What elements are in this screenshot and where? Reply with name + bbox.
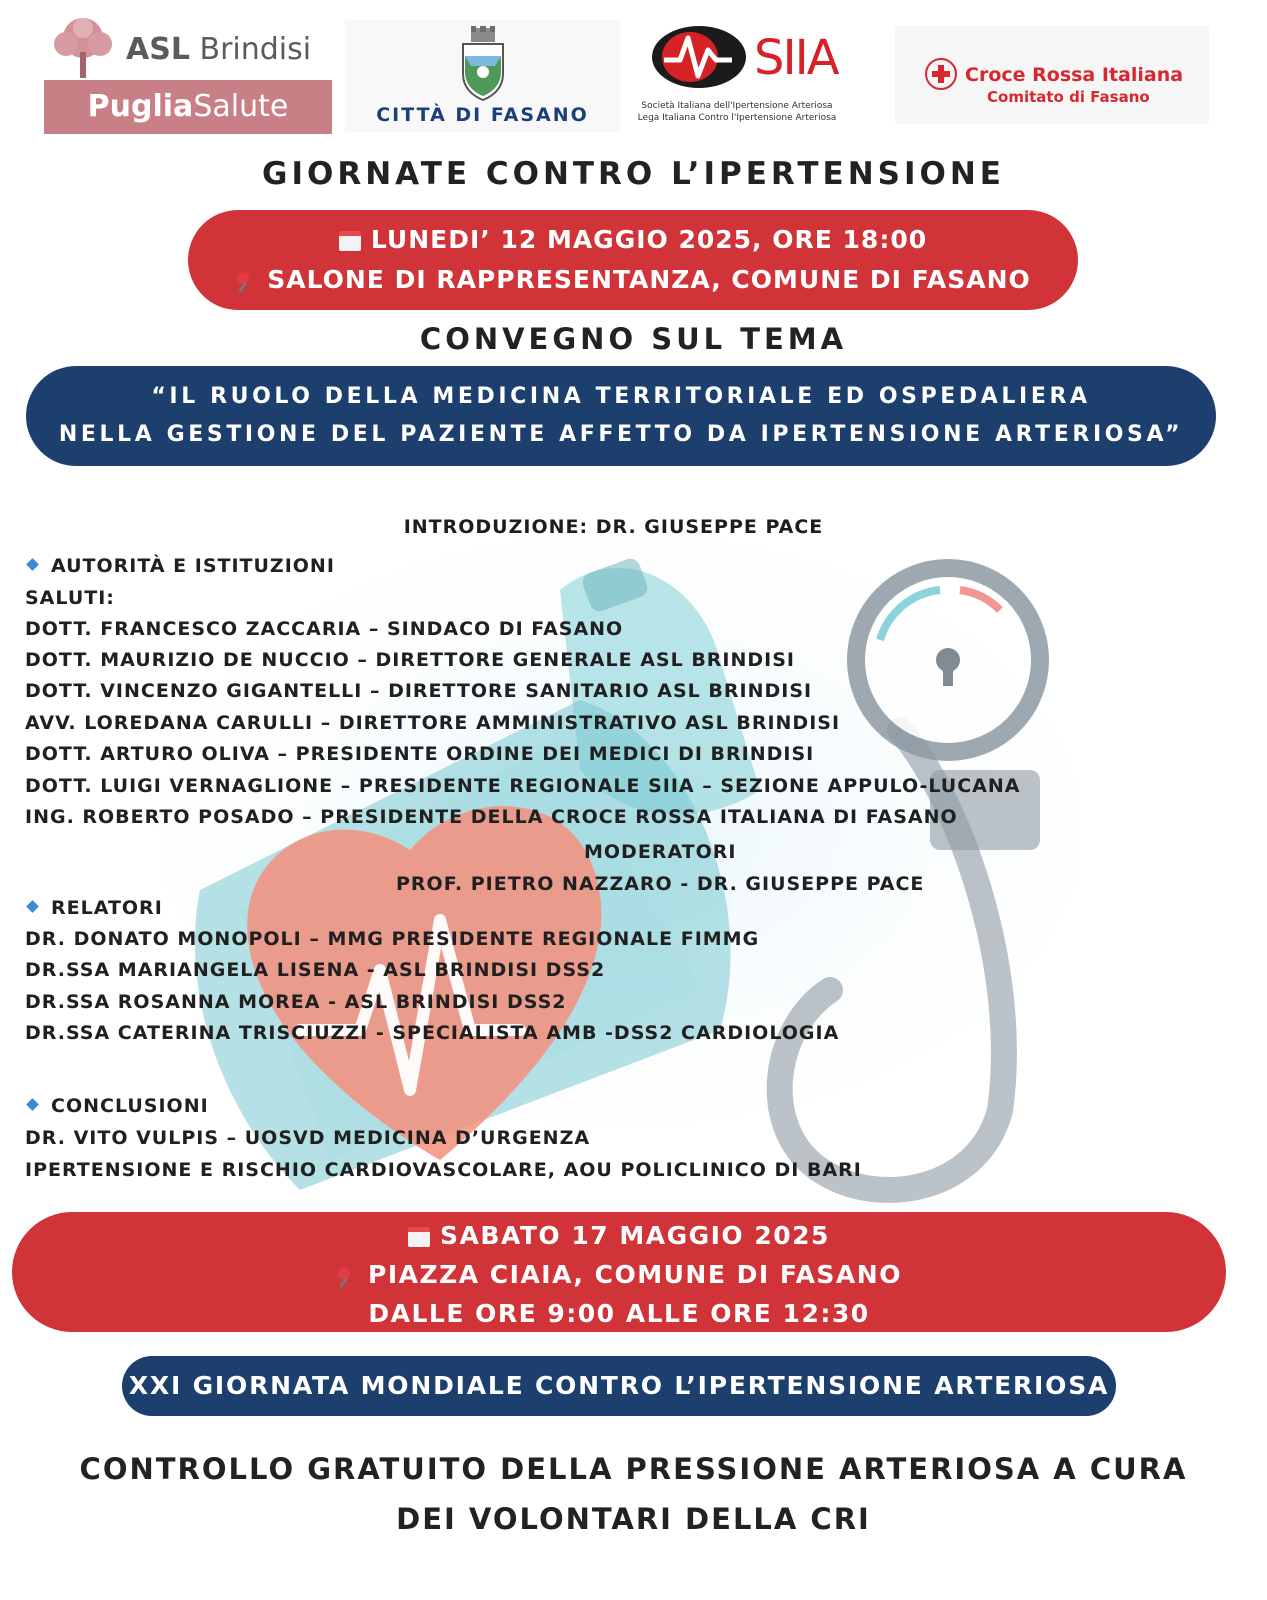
autorita-person: ING. ROBERTO POSADO – PRESIDENTE DELLA CROCE ROSSA ITALIANA DI FASANO (25, 806, 958, 828)
relatore-person: DR.SSA MARIANGELA LISENA - ASL BRINDISI DSS2 (25, 959, 606, 981)
footer-line-2: DEI VOLONTARI DELLA CRI (396, 1502, 871, 1536)
relatore-person: DR.SSA CATERINA TRISCIUZZI - SPECIALISTA AMB -DSS2 CARDIOLOGIA (25, 1022, 840, 1044)
autorita-person: DOTT. FRANCESCO ZACCARIA – SINDACO DI FASANO (25, 618, 624, 640)
crest-icon (455, 26, 511, 104)
introduzione: INTRODUZIONE: DR. GIUSEPPE PACE (403, 516, 824, 538)
moderatori-heading: MODERATORI (584, 841, 737, 863)
siia-subtitle: Società Italiana dell'Ipertensione Arteriosa Lega Italiana Contro l'Ipertensione Arteriosa (637, 101, 837, 123)
asl-brindisi-logo (44, 16, 332, 134)
diamond-bullet-icon (26, 558, 39, 571)
siia-wordmark: SIIA (754, 30, 838, 86)
autorita-person: DOTT. MAURIZIO DE NUCCIO – DIRETTORE GENERALE ASL BRINDISI (25, 649, 795, 671)
autorita-person: DOTT. LUIGI VERNAGLIONE – PRESIDENTE REGIONALE SIIA – SEZIONE APPULO-LUCANA (25, 775, 1021, 797)
siia-logo (632, 20, 842, 130)
relatore-person: DR. DONATO MONOPOLI – MMG PRESIDENTE REGIONALE FIMMG (25, 928, 760, 950)
pushpin-icon (235, 270, 257, 292)
theme-line-2: NELLA GESTIONE DEL PAZIENTE AFFETTO DA IPERTENSIONE ARTERIOSA” (58, 422, 1184, 447)
autorita-person: DOTT. ARTURO OLIVA – PRESIDENTE ORDINE DEI MEDICI DI BRINDISI (25, 743, 815, 765)
footer-line-1: CONTROLLO GRATUITO DELLA PRESSIONE ARTERIOSA A CURA (79, 1452, 1188, 1486)
siia-emblem-icon (650, 24, 748, 90)
croce-rossa-logo (895, 26, 1209, 124)
cri-committee: Comitato di Fasano (987, 88, 1150, 106)
conclusioni-line: IPERTENSIONE E RISCHIO CARDIOVASCOLARE, AOU POLICLINICO DI BARI (25, 1159, 862, 1181)
autorita-heading: AUTORITÀ E ISTITUZIONI (28, 555, 335, 577)
relatore-person: DR.SSA ROSANNA MOREA - ASL BRINDISI DSS2 (25, 991, 567, 1013)
theme-line-1: “IL RUOLO DELLA MEDICINA TERRITORIALE ED OSPEDALIERA (151, 384, 1091, 409)
conclusioni-heading: CONCLUSIONI (28, 1095, 209, 1117)
diamond-bullet-icon (26, 1098, 39, 1111)
event1-date: LUNEDI’ 12 MAGGIO 2025, ORE 18:00 (370, 225, 928, 254)
giornata-banner (122, 1356, 1116, 1416)
pushpin-icon (336, 1265, 358, 1287)
autorita-person: AVV. LOREDANA CARULLI – DIRETTORE AMMINISTRATIVO ASL BRINDISI (25, 712, 841, 734)
cri-name: Croce Rossa Italiana (965, 64, 1184, 86)
citta-di-fasano-logo (345, 20, 620, 132)
moderatori-names: PROF. PIETRO NAZZARO - DR. GIUSEPPE PACE (396, 873, 925, 895)
event2-hours: DALLE ORE 9:00 ALLE ORE 12:30 (368, 1299, 870, 1328)
saluti-label: SALUTI: (25, 587, 115, 609)
event1-place: SALONE DI RAPPRESENTANZA, COMUNE DI FASANO (267, 265, 1031, 294)
autorita-person: DOTT. VINCENZO GIGANTELLI – DIRETTORE SANITARIO ASL BRINDISI (25, 680, 813, 702)
event2-date: SABATO 17 MAGGIO 2025 (440, 1221, 830, 1250)
event2-banner (12, 1212, 1226, 1332)
event2-place: PIAZZA CIAIA, COMUNE DI FASANO (368, 1260, 902, 1289)
calendar-icon (408, 1227, 430, 1247)
diamond-bullet-icon (26, 900, 39, 913)
citta-di-fasano-text: CITTÀ DI FASANO (376, 104, 589, 126)
asl-name: ASL Brindisi (126, 32, 312, 67)
calendar-icon (339, 231, 361, 251)
conclusioni-line: DR. VITO VULPIS – UOSVD MEDICINA D’URGENZA (25, 1127, 591, 1149)
theme-banner (26, 366, 1216, 466)
convegno-heading: CONVEGNO SUL TEMA (419, 322, 848, 356)
event1-banner (188, 210, 1078, 310)
puglia-salute-band: PugliaSalute (44, 80, 332, 134)
relatori-heading: RELATORI (28, 897, 163, 919)
page-title: GIORNATE CONTRO L’IPERTENSIONE (262, 156, 1005, 192)
tree-icon (48, 16, 118, 80)
giornata-text: XXI GIORNATA MONDIALE CONTRO L’IPERTENSIONE ARTERIOSA (128, 1371, 1110, 1400)
red-cross-icon (925, 58, 957, 90)
